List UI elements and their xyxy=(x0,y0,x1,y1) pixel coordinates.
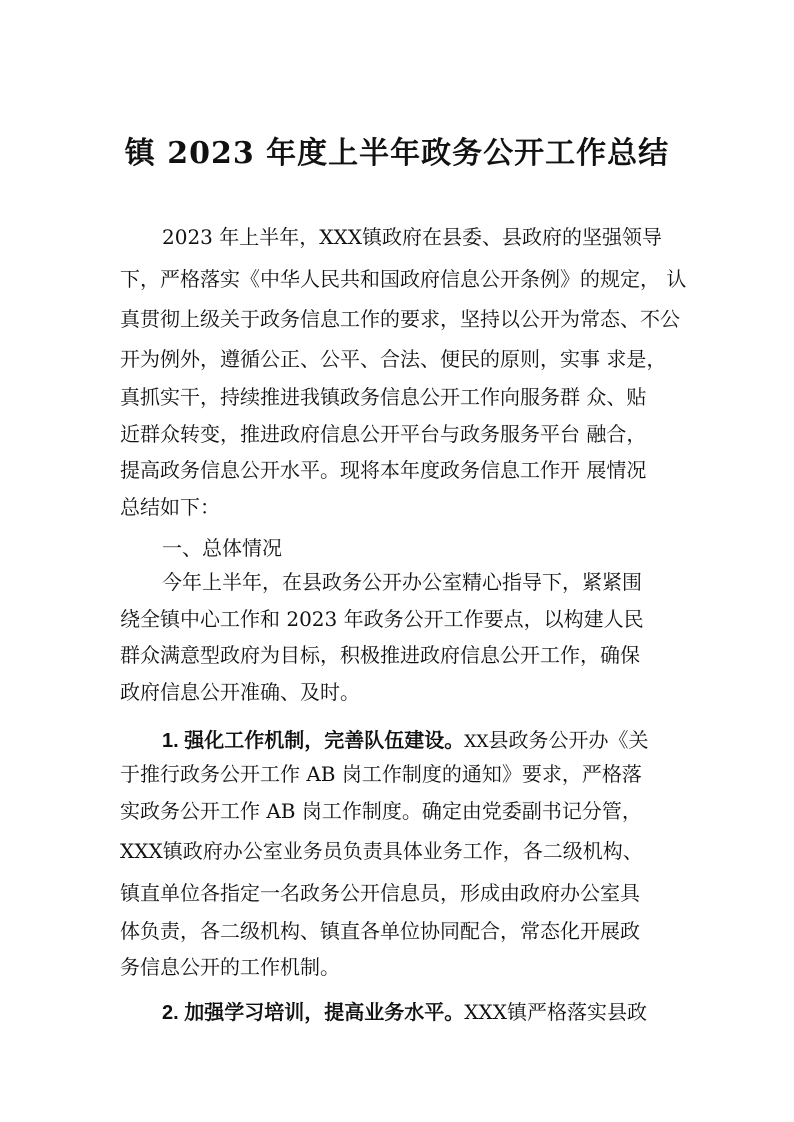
paragraph-line: 政府信息公开准确、及时。 xyxy=(120,680,360,704)
paragraph-line: 开为例外，遵循公正、公平、合法、便民的原则，实事 求是， xyxy=(120,347,667,371)
paragraph-line: XXX镇政府办公室业务员负责具体业务工作，各二级机构、 xyxy=(120,839,643,863)
paragraph-line: 绕全镇中心工作和 2023 年政务公开工作要点，以构建人民 xyxy=(120,607,644,631)
paragraph-line: 真贯彻上级关于政务信息工作的要求，坚持以公开为常态、不公 xyxy=(120,307,680,331)
item-prefix-text: XX xyxy=(464,732,489,752)
item-text: 县政务公开办《关 xyxy=(488,728,649,752)
section-heading: 一、总体情况 xyxy=(162,536,282,560)
paragraph-line: 下，严格落实《中华人民共和国政府信息公开条例》的规定， 认 xyxy=(120,267,687,291)
paragraph-line: 群众满意型政府为目标，积极推进政府信息公开工作，确保 xyxy=(120,643,640,667)
item-lead-text: 2. 加强学习培训，提高业务水平。 xyxy=(162,1002,465,1024)
paragraph-line: 于推行政务公开工作 AB 岗工作制度的通知》要求，严格落 xyxy=(120,762,642,786)
item-first-line xyxy=(162,998,647,1027)
paragraph-line: 实政务公开工作 AB 岗工作制度。确定由党委副书记分管， xyxy=(120,799,642,823)
paragraph-line: 近群众转变，推进政府信息公开平台与政务服务平台 融合， xyxy=(120,422,647,446)
paragraph-line: 提高政务信息公开水平。现将本年度政务信息工作开 展情况 xyxy=(120,458,647,482)
paragraph-line: 体负责，各二级机构、镇直各单位协同配合，常态化开展政 xyxy=(120,919,640,943)
document-title: 镇 2023 年度上半年政务公开工作总结 xyxy=(124,136,670,171)
paragraph-line: 真抓实干，持续推进我镇政务信息公开工作向服务群 众、贴 xyxy=(120,385,647,409)
paragraph-line: 2023 年上半年，XXX镇政府在县委、县政府的坚强领导 xyxy=(162,225,662,249)
item-first-line xyxy=(162,726,648,756)
paragraph-line: 总结如下： xyxy=(120,495,220,519)
paragraph-line: 镇直单位各指定一名政务公开信息员，形成由政府办公室具 xyxy=(120,881,640,905)
paragraph-line: 务信息公开的工作机制。 xyxy=(120,955,340,979)
item-text: XXX镇严格落实县政 xyxy=(464,1000,647,1024)
paragraph-line: 今年上半年，在县政务公开办公室精心指导下，紧紧围 xyxy=(162,570,642,594)
item-lead-text: 1. 强化工作机制，完善队伍建设。 xyxy=(162,730,465,752)
